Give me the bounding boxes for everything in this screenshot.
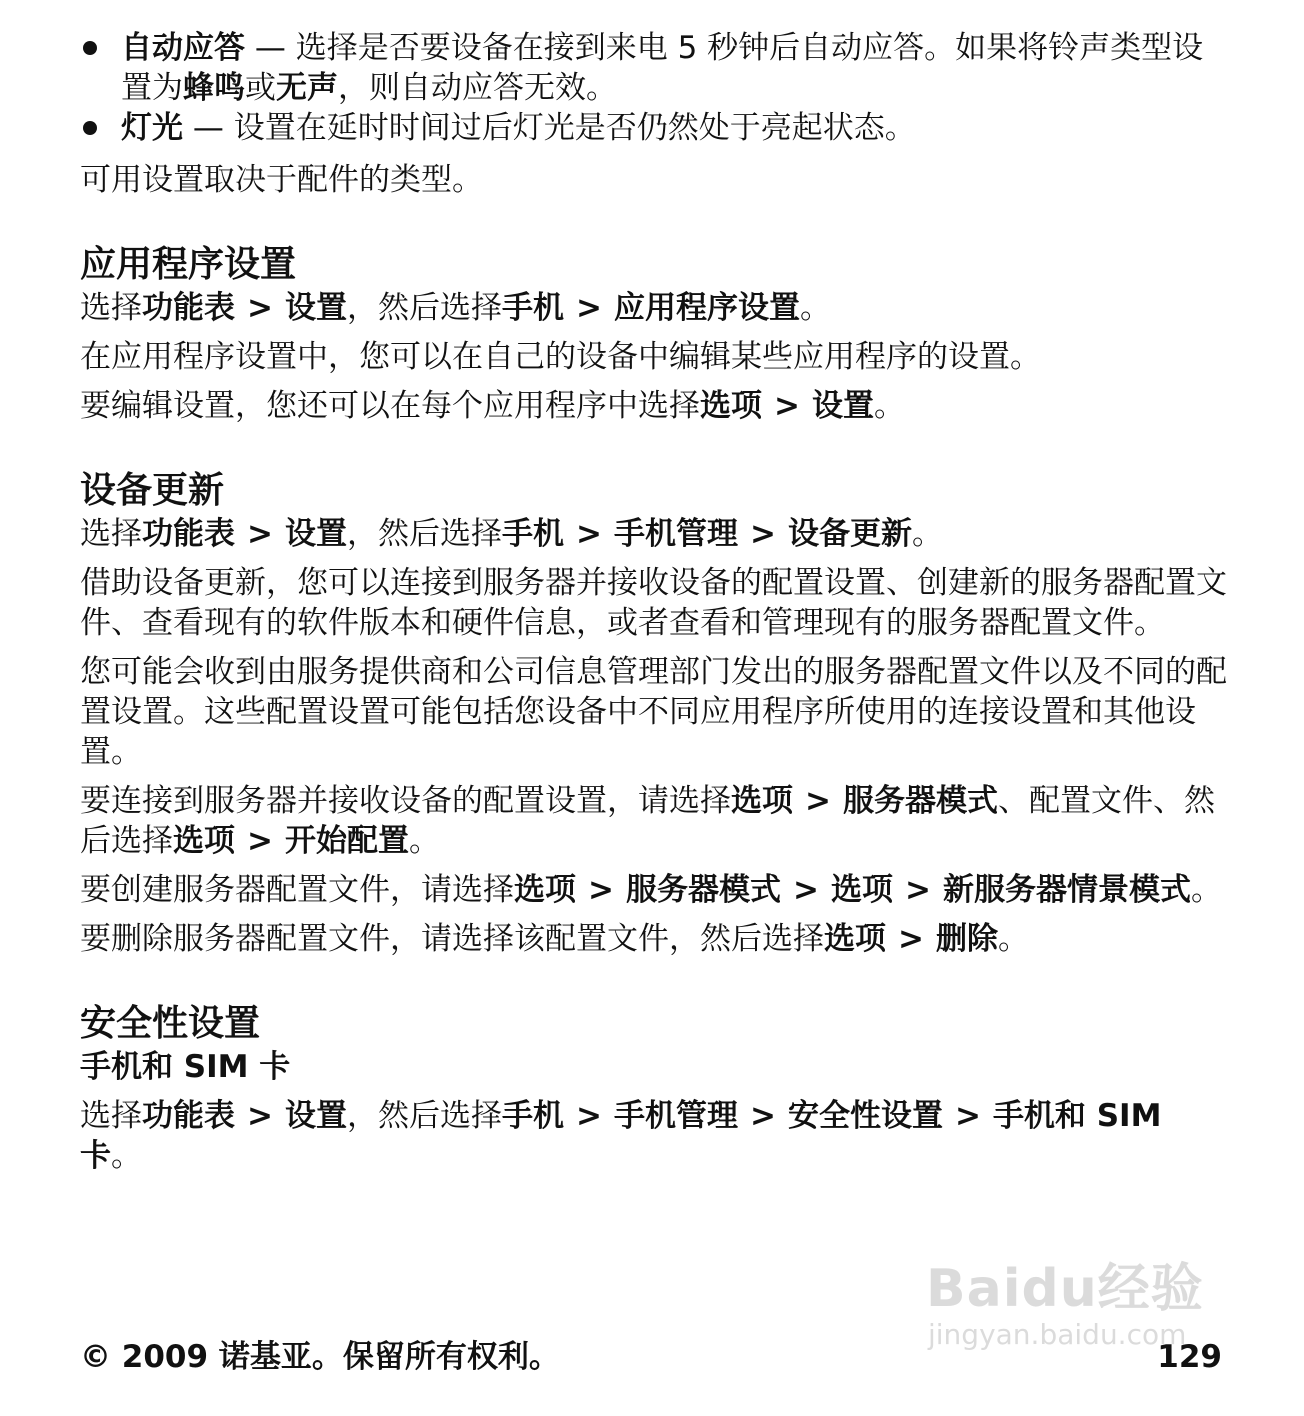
path-separator: > <box>247 823 273 859</box>
watermark-url: jingyan.baidu.com <box>928 1318 1187 1351</box>
path-step: 应用程序设置 <box>613 290 800 326</box>
paragraph: 借助设备更新，您可以连接到服务器并接收设备的配置设置、创建新的服务器配置文件、查看现有的软件版本和硬件信息，或者查看和管理现有的服务器配置文件。 <box>80 565 1227 641</box>
bullet-list <box>80 28 1230 148</box>
path-step: 安全性设置 <box>787 1098 943 1134</box>
path-text: ，然后选择 <box>346 290 502 326</box>
em-dash: — <box>245 30 296 66</box>
path-separator: > <box>247 516 273 552</box>
bullet-dot-icon <box>83 121 97 135</box>
menu-path <box>80 288 1230 328</box>
path-separator: > <box>588 872 614 908</box>
path-step: 功能表 <box>142 516 235 552</box>
watermark-logo-text: Baidu经验 <box>926 1259 1204 1319</box>
path-step: 手机管理 <box>613 516 738 552</box>
path-separator: > <box>954 1098 981 1134</box>
path-text: 选择 <box>80 290 142 326</box>
page-number: 129 <box>1157 1339 1222 1375</box>
path-step: 选项 <box>700 388 762 424</box>
copyright-notice: © 2009 诺基亚。保留所有权利。 <box>80 1339 560 1375</box>
path-separator: > <box>904 872 931 908</box>
path-step: 手机管理 <box>613 1098 738 1134</box>
path-step: 设备更新 <box>787 516 912 552</box>
paragraph: 在应用程序设置中，您可以在自己的设备中编辑某些应用程序的设置。 <box>80 339 1041 375</box>
path-step: 手机和 SIM 卡 <box>80 1098 1162 1174</box>
path-step: 开始配置 <box>284 823 409 859</box>
path-step: 手机 <box>501 290 564 326</box>
path-step: 选项 <box>830 872 893 908</box>
bullet-text: ，则自动应答无效。 <box>338 70 617 106</box>
menu-path <box>80 514 1230 554</box>
paragraph <box>80 386 1230 426</box>
path-step: 新服务器情景模式 <box>942 872 1191 908</box>
path-separator: > <box>805 783 831 819</box>
path-separator: > <box>575 516 602 552</box>
path-step: 删除 <box>935 921 998 957</box>
bullet-dot-icon <box>83 41 97 55</box>
path-step: 设置 <box>284 516 347 552</box>
path-text: ，然后选择 <box>346 516 502 552</box>
paragraph <box>80 919 1230 959</box>
path-separator: > <box>898 921 924 957</box>
bold-term: 蜂鸣 <box>183 70 245 106</box>
path-text: ，然后选择 <box>346 1098 502 1134</box>
path-text: 。 <box>111 1138 142 1174</box>
intro-note: 可用设置取决于配件的类型。 <box>80 162 483 198</box>
section-device-update <box>80 468 1230 959</box>
path-separator: > <box>575 1098 602 1134</box>
para-text: 、配置文件、然后选择 <box>80 783 1215 859</box>
path-separator: > <box>749 1098 776 1134</box>
path-step: 设置 <box>811 388 874 424</box>
bullet-text: 设置在延时时间过后灯光是否仍然处于亮起状态。 <box>233 110 916 146</box>
paragraph: 您可能会收到由服务提供商和公司信息管理部门发出的服务器配置文件以及不同的配置设置。这些配置设置可能包括您设备中不同应用程序所使用的连接设置和其他设置。 <box>80 654 1227 770</box>
path-step: 手机 <box>501 1098 564 1134</box>
section-app-settings <box>80 242 1230 426</box>
path-step: 功能表 <box>142 290 235 326</box>
bullet-text: 选择是否要设备在接到来电 5 秒钟后自动应答。如果将铃声类型设置为 <box>121 30 1204 106</box>
path-step: 服务器模式 <box>625 872 781 908</box>
document-page <box>80 28 1230 1176</box>
para-text: 。 <box>408 823 440 859</box>
para-text: 。 <box>1190 872 1222 908</box>
list-item <box>80 108 1230 148</box>
para-text: 。 <box>873 388 905 424</box>
path-step: 功能表 <box>142 1098 235 1134</box>
section-security-settings <box>80 1001 1230 1176</box>
para-text: 要连接到服务器并接收设备的配置设置，请选择 <box>80 783 731 819</box>
section-heading: 应用程序设置 <box>80 244 297 285</box>
path-step: 设置 <box>284 1098 347 1134</box>
para-text: 要编辑设置，您还可以在每个应用程序中选择 <box>80 388 700 424</box>
path-separator: > <box>247 1098 273 1134</box>
path-step: 选项 <box>731 783 793 819</box>
bullet-text: 或 <box>245 70 276 106</box>
path-step: 选项 <box>514 872 576 908</box>
path-step: 选项 <box>824 921 886 957</box>
path-separator: > <box>247 290 273 326</box>
para-text: 。 <box>997 921 1029 957</box>
bullet-term: 自动应答 <box>121 30 245 66</box>
path-step: 选项 <box>173 823 235 859</box>
path-text: 选择 <box>80 1098 142 1134</box>
path-step: 服务器模式 <box>842 783 998 819</box>
path-step: 手机 <box>501 516 564 552</box>
path-text: 。 <box>911 516 943 552</box>
path-separator: > <box>575 290 602 326</box>
path-separator: > <box>792 872 819 908</box>
para-text: 要创建服务器配置文件，请选择 <box>80 872 514 908</box>
page-footer <box>80 1336 1222 1378</box>
path-step: 设置 <box>284 290 347 326</box>
bullet-term: 灯光 <box>121 110 183 146</box>
para-text: 要删除服务器配置文件，请选择该配置文件，然后选择 <box>80 921 824 957</box>
subsection-heading: 手机和 SIM 卡 <box>80 1049 291 1085</box>
section-heading: 安全性设置 <box>80 1003 261 1044</box>
path-separator: > <box>774 388 800 424</box>
bold-term: 无声 <box>276 70 338 106</box>
path-text: 。 <box>799 290 831 326</box>
menu-path <box>80 1096 1230 1176</box>
list-item <box>80 28 1230 108</box>
paragraph <box>80 781 1230 861</box>
path-separator: > <box>749 516 776 552</box>
path-text: 选择 <box>80 516 142 552</box>
paragraph <box>80 870 1230 910</box>
section-heading: 设备更新 <box>80 470 225 511</box>
em-dash: — <box>183 110 234 146</box>
